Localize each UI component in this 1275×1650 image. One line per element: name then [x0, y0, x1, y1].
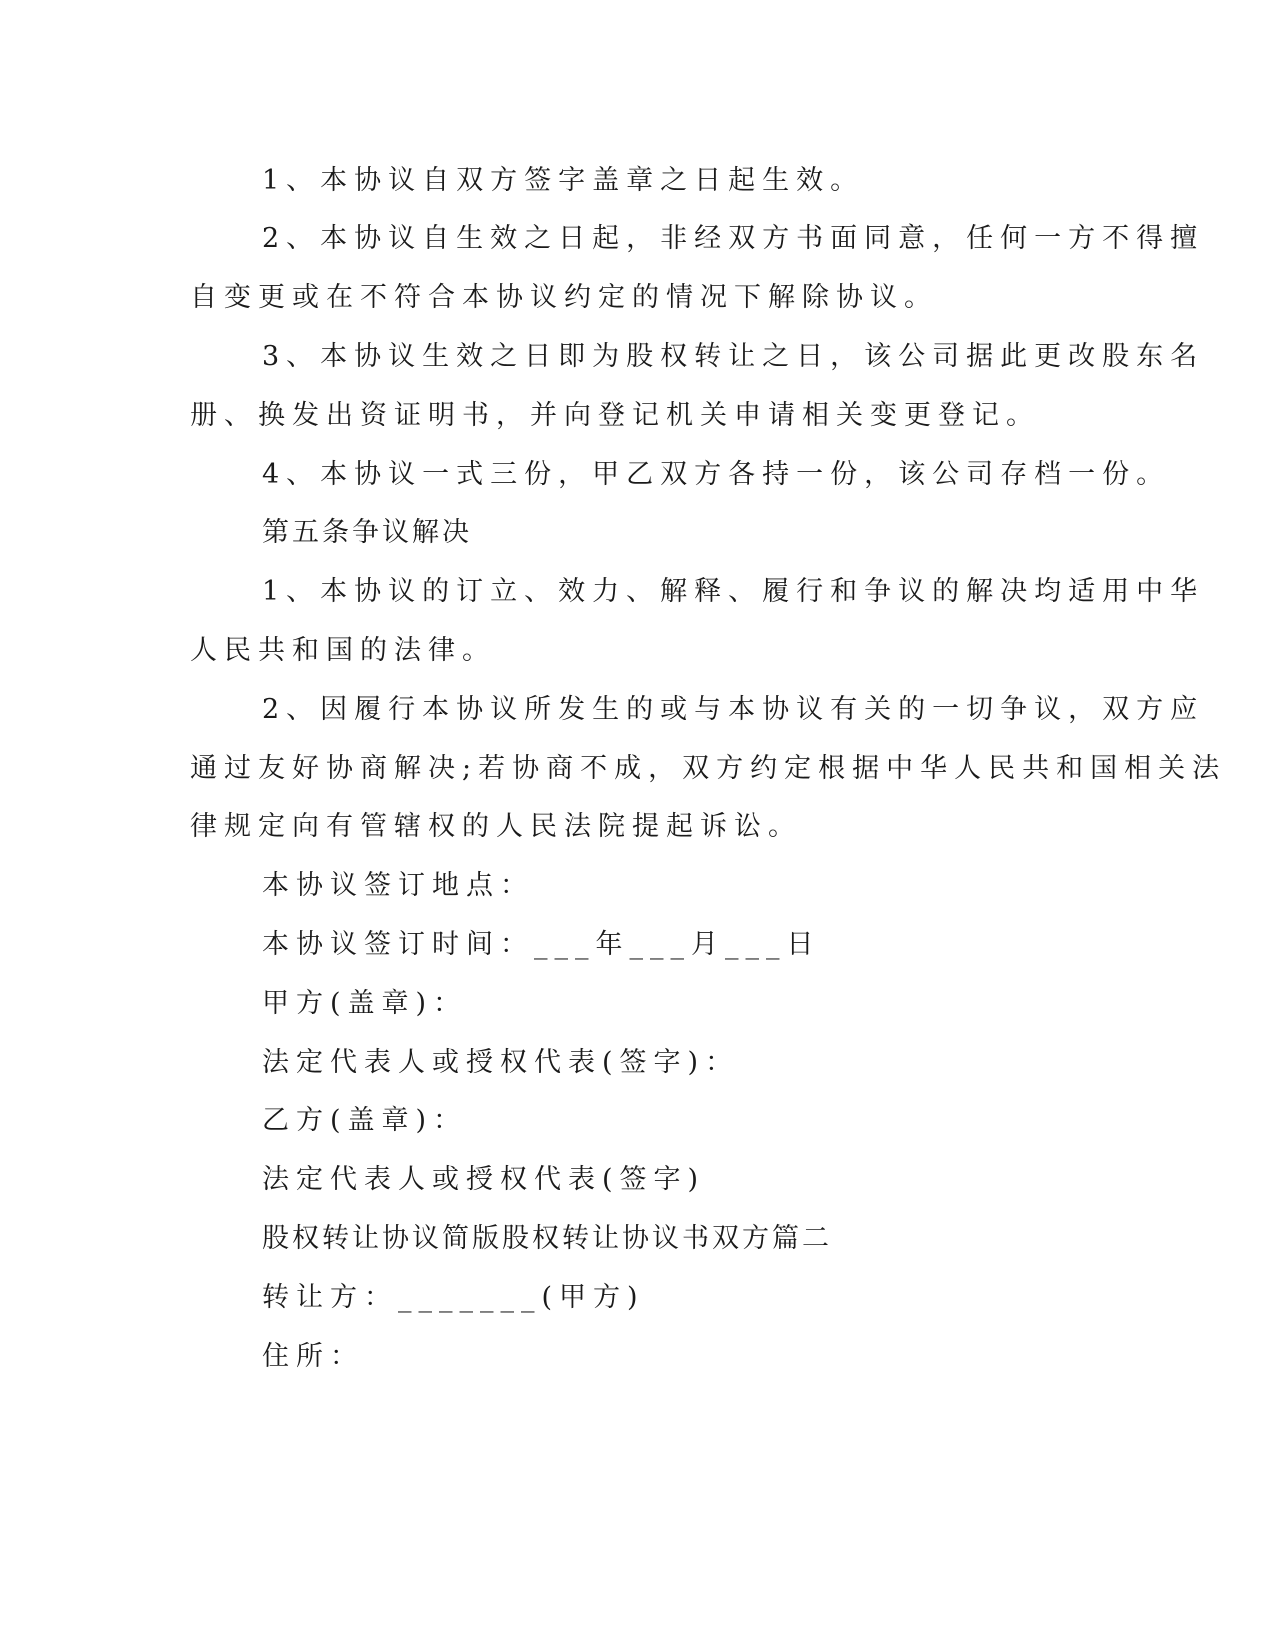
address-line: 住所：	[262, 1341, 364, 1372]
clause-5-item-2-line-1: 2、因履行本协议所发生的或与本协议有关的一切争议，双方应	[262, 694, 1205, 725]
signing-place: 本协议签订地点：	[262, 870, 534, 901]
party-b-seal: 乙方(盖章)：	[262, 1105, 468, 1136]
party-a-seal: 甲方(盖章)：	[262, 988, 468, 1019]
section-heading-article-5: 第五条争议解决	[262, 517, 472, 548]
clause-4-item-4: 4、本协议一式三份，甲乙双方各持一份，该公司存档一份。	[262, 459, 1171, 490]
clause-5-item-1-line-2: 人民共和国的法律。	[190, 635, 496, 666]
party-b-representative: 法定代表人或授权代表(签字)	[262, 1164, 706, 1195]
clause-4-item-3-line-1: 3、本协议生效之日即为股权转让之日，该公司据此更改股东名	[262, 341, 1205, 372]
transferor-line: 转让方：_______(甲方)	[262, 1282, 645, 1313]
clause-5-item-1-line-1: 1、本协议的订立、效力、解释、履行和争议的解决均适用中华	[262, 576, 1205, 607]
party-a-representative: 法定代表人或授权代表(签字)：	[262, 1047, 740, 1078]
clause-4-item-1: 1、本协议自双方签字盖章之日起生效。	[262, 165, 865, 196]
clause-5-item-2-line-3: 律规定向有管辖权的人民法院提起诉讼。	[190, 811, 802, 842]
clause-4-item-2-line-1: 2、本协议自生效之日起，非经双方书面同意，任何一方不得擅	[262, 223, 1205, 254]
clause-5-item-2-line-2: 通过友好协商解决;若协商不成，双方约定根据中华人民共和国相关法	[190, 753, 1227, 784]
clause-4-item-2-line-2: 自变更或在不符合本协议约定的情况下解除协议。	[190, 282, 938, 313]
section-title-part-2: 股权转让协议简版股权转让协议书双方篇二	[262, 1223, 832, 1254]
clause-4-item-3-line-2: 册、换发出资证明书，并向登记机关申请相关变更登记。	[190, 400, 1040, 431]
signing-time: 本协议签订时间：___年___月___日	[262, 929, 821, 960]
